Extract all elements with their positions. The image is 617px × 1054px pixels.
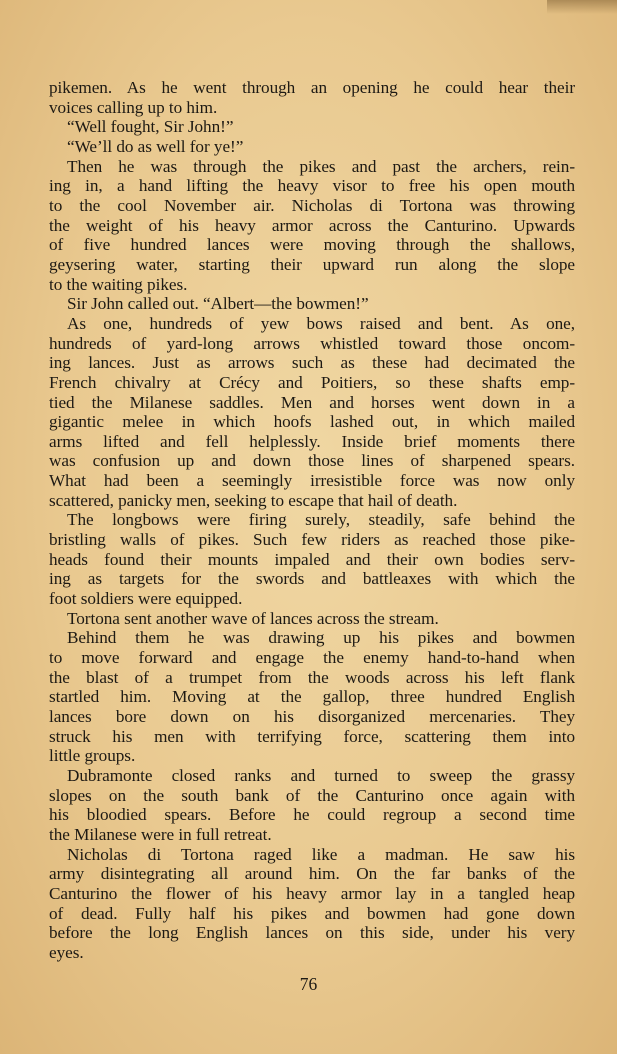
text-line: What had been a seemingly irresistible force was now only — [49, 471, 575, 491]
paragraph — [49, 294, 575, 314]
page-text-body — [49, 78, 575, 963]
text-line: ing lances. Just as arrows such as these had decimated the — [49, 353, 575, 373]
text-line: scattered, panicky men, seeking to escape that hail of death. — [49, 490, 458, 510]
text-line: gigantic melee in which hoofs lashed out, in which mailed — [49, 412, 575, 432]
text-line: of dead. Fully half his pikes and bowmen had gone down — [49, 903, 575, 923]
text-line: the blast of a trumpet from the woods across his left flank — [49, 667, 575, 687]
paragraph — [49, 78, 575, 117]
paragraph — [49, 314, 575, 511]
text-line: the weight of his heavy armor across the Canturino. Upwards — [49, 215, 575, 235]
paragraph — [49, 157, 575, 295]
text-line: hundreds of yard-long arrows whistled toward those oncom- — [49, 333, 575, 353]
text-line: to the cool November air. Nicholas di Tortona was throwing — [49, 195, 575, 215]
text-line: to move forward and engage the enemy hand-to-hand when — [49, 648, 575, 668]
text-line: lances bore down on his disorganized mercenaries. They — [49, 707, 575, 726]
text-line: of five hundred lances were moving through the shallows, — [49, 235, 575, 255]
text-line: before the long English lances on this side, under his very — [49, 923, 575, 943]
text-line: ing as targets for the swords and battleaxes with which the — [49, 569, 575, 589]
text-line: tied the Milanese saddles. Men and horses went down in a — [49, 392, 575, 412]
text-line: Dubramonte closed ranks and turned to sweep the grassy — [67, 765, 575, 785]
text-line: pikemen. As he went through an opening he could hear their — [49, 78, 575, 97]
text-line: Behind them he was drawing up his pikes and bowmen — [67, 628, 575, 648]
text-line: “We’ll do as well for ye!” — [67, 136, 244, 156]
text-line: Sir John called out. “Albert—the bowmen!” — [67, 294, 369, 314]
text-line: eyes. — [49, 942, 84, 962]
text-line: was confusion up and down those lines of sharpened spears. — [49, 451, 575, 471]
text-line: army disintegrating all around him. On the far banks of the — [49, 864, 575, 884]
text-line: Tortona sent another wave of lances across the stream. — [67, 608, 439, 628]
text-line: arms lifted and fell helplessly. Inside brief moments there — [49, 431, 575, 451]
page-number: 76 — [299, 974, 318, 994]
text-line: Canturino the flower of his heavy armor lay in a tangled heap — [49, 883, 575, 903]
text-line: French chivalry at Crécy and Poitiers, so these shafts emp- — [49, 372, 575, 392]
paragraph — [49, 510, 575, 608]
text-line: foot soldiers were equipped. — [49, 589, 243, 609]
paragraph — [49, 117, 575, 137]
text-line: Then he was through the pikes and past the archers, rein- — [67, 156, 575, 176]
text-line: “Well fought, Sir John!” — [67, 117, 234, 137]
text-line: startled him. Moving at the gallop, three hundred English — [49, 687, 575, 707]
paragraph — [49, 137, 575, 157]
paragraph — [49, 628, 575, 766]
text-line: heads found their mounts impaled and their own bodies serv- — [49, 549, 575, 569]
paragraph — [49, 766, 575, 845]
text-line: slopes on the south bank of the Canturino once again with — [49, 785, 575, 805]
text-line: Nicholas di Tortona raged like a madman. He saw his — [67, 844, 575, 864]
text-line: As one, hundreds of yew bows raised and bent. As one, — [67, 313, 575, 333]
text-line: little groups. — [49, 746, 136, 766]
text-line: bristling walls of pikes. Such few riders as reached those pike- — [49, 530, 575, 550]
text-line: voices calling up to him. — [49, 97, 218, 117]
text-line: the Milanese were in full retreat. — [49, 824, 272, 844]
text-line: The longbows were firing surely, steadily, safe behind the — [67, 510, 575, 530]
page-corner-shadow — [547, 0, 617, 14]
text-line: to the waiting pikes. — [49, 274, 188, 294]
paragraph — [49, 609, 575, 629]
text-line: struck his men with terrifying force, scattering them into — [49, 726, 575, 746]
paragraph — [49, 845, 575, 963]
text-line: his bloodied spears. Before he could regroup a second time — [49, 805, 575, 825]
text-line: geysering water, starting their upward run along the slope — [49, 254, 575, 274]
text-line: ing in, a hand lifting the heavy visor to free his open mouth — [49, 176, 575, 196]
